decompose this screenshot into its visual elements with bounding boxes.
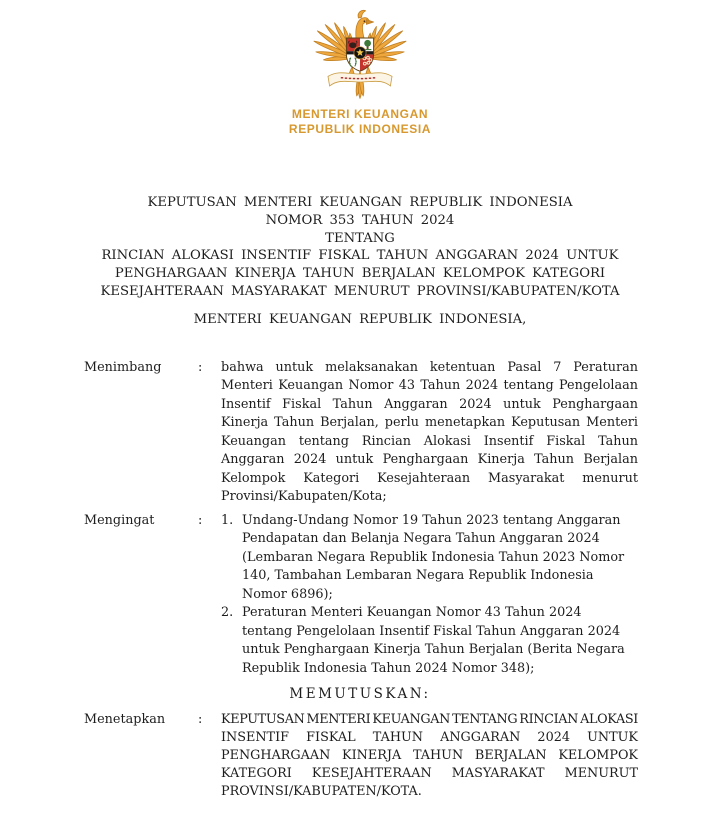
item-number: 2.	[221, 605, 234, 621]
ministry-name	[0, 107, 720, 137]
text-line: KESEJAHTERAAN MASYARAKAT MENURUT PROVINSI/KABUPATEN/KOTA	[100, 283, 620, 299]
menetapkan-label: Menetapkan	[84, 712, 166, 728]
text-line: Undang-Undang Nomor 19 Tahun 2023 tentang Anggaran	[242, 512, 621, 528]
item-text	[242, 604, 638, 678]
text-line: Kelompok Kategori Kesejahteraan Masyarakat menurut	[221, 470, 638, 486]
menimbang-text	[221, 359, 638, 507]
text-line: Pendapatan dan Belanja Negara Tahun Anggaran 2024	[242, 531, 600, 547]
text-line: bahwa untuk melaksanakan ketentuan Pasal 7 Peraturan	[221, 359, 638, 375]
text-line: PENGHARGAAN KINERJA TAHUN BERJALAN KELOMPOK KATEGORI	[114, 266, 606, 282]
text-line: Nomor 6896);	[242, 586, 333, 602]
item-number: 1.	[221, 512, 234, 528]
menetapkan-section	[84, 711, 638, 801]
text-line: INSENTIF FISKAL TAHUN ANGGARAN 2024 UNTUK	[221, 730, 638, 746]
text-line: KATEGORI KESEJAHTERAAN MASYARAKAT MENURUT	[221, 766, 638, 782]
text-line: PROVINSI/KABUPATEN/KOTA.	[221, 784, 422, 800]
menimbang-label: Menimbang	[84, 359, 162, 375]
text-line: tentang Pengelolaan Insentif Fiskal Tahun Anggaran 2024	[242, 623, 621, 639]
text-line: PENGHARGAAN KINERJA TAHUN BERJALAN KELOMPOK	[221, 748, 638, 764]
text-line: NOMOR 353 TAHUN 2024	[265, 212, 455, 228]
decree-title	[0, 194, 720, 301]
legal-basis-item	[221, 512, 638, 605]
colon-separator: :	[198, 359, 203, 375]
text-line: 140, Tambahan Lembaran Negara Republik Indonesia	[242, 568, 594, 584]
mengingat-label: Mengingat	[84, 512, 155, 528]
text-line: untuk Penghargaan Kinerja Tahun Berjalan (Berita Negara	[242, 642, 625, 658]
text-line: Provinsi/Kabupaten/Kota;	[221, 489, 387, 505]
text-line: Insentif Fiskal Tahun Anggaran 2024 untuk Penghargaan	[221, 396, 638, 412]
colon-separator: :	[198, 712, 203, 728]
mengingat-items	[221, 512, 638, 679]
text-line: Republik Indonesia Tahun 2024 Nomor 348);	[242, 660, 535, 676]
colon-separator: :	[198, 512, 203, 528]
salutation: MENTERI KEUANGAN REPUBLIK INDONESIA,	[193, 311, 527, 327]
text-line: RINCIAN ALOKASI INSENTIF FISKAL TAHUN ANGGARAN 2024 UNTUK	[101, 248, 619, 264]
menetapkan-text	[221, 711, 638, 801]
text-line: TENTANG	[325, 230, 395, 246]
text-line: Keuangan tentang Rincian Alokasi Insentif Fiskal Tahun	[221, 433, 638, 449]
text-line: (Lembaran Negara Republik Indonesia Tahun 2023 Nomor	[242, 549, 625, 565]
menimbang-section	[84, 359, 638, 507]
text-line: Menteri Keuangan Nomor 43 Tahun 2024 tentang Pengelolaan	[221, 378, 638, 394]
garuda-pancasila-emblem	[312, 6, 408, 102]
text-line: KEPUTUSAN MENTERI KEUANGAN REPUBLIK INDONESIA	[147, 195, 573, 210]
ministry-name-line1: MENTERI KEUANGAN	[291, 107, 429, 121]
text-line: KEPUTUSAN MENTERI KEUANGAN TENTANG RINCIAN ALOKASI	[221, 712, 638, 728]
legal-basis-item	[221, 604, 638, 678]
text-line: Peraturan Menteri Keuangan Nomor 43 Tahun 2024	[242, 605, 582, 621]
item-text	[242, 512, 638, 605]
mengingat-section	[84, 512, 638, 679]
ministry-name-line2: REPUBLIK INDONESIA	[288, 122, 432, 136]
memutuskan-heading: MEMUTUSKAN:	[289, 686, 431, 703]
text-line: Anggaran 2024 untuk Penghargaan Kinerja Tahun Berjalan	[221, 452, 638, 468]
text-line: Kinerja Tahun Berjalan, perlu menetapkan Keputusan Menteri	[221, 415, 638, 431]
